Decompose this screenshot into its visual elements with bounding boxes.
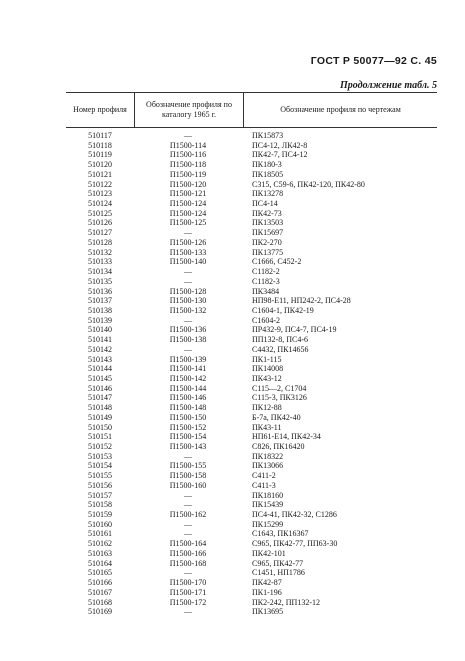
cell-catalog-designation: — [184,344,192,354]
cell-drawing-designation: ПК13278 [252,189,284,199]
cell-drawing-designation: ПК42-73 [252,208,282,218]
cell-profile-number: 510143 [88,354,112,364]
cell-profile-number: 510136 [88,286,112,296]
table-row [66,413,437,423]
cell-profile-number: 510154 [88,461,112,471]
cell-catalog-designation: П1500-172 [169,597,207,607]
cell-profile-number: 510132 [88,247,112,257]
table-row [66,199,437,209]
cell-catalog-designation: П1500-139 [169,354,207,364]
table-row [66,432,437,442]
cell-catalog-designation: П1500-144 [169,383,207,393]
cell-profile-number: 510124 [88,199,112,209]
cell-catalog-designation: — [184,529,192,539]
cell-drawing-designation: ПК42-101 [252,548,286,558]
cell-catalog-designation: П1500-146 [169,393,207,403]
cell-profile-number: 510128 [88,237,112,247]
cell-drawing-designation: С115-3, ПК3126 [252,393,307,403]
cell-catalog-designation: П1500-132 [169,305,207,315]
cell-catalog-designation: — [184,490,192,500]
cell-drawing-designation: ПК18322 [252,451,284,461]
cell-catalog-designation: П1500-126 [169,237,207,247]
cell-drawing-designation: ПК13695 [252,607,284,617]
table-row [66,442,437,452]
cell-drawing-designation: ПК1-196 [252,587,282,597]
cell-catalog-designation: — [184,315,192,325]
cell-catalog-designation: — [184,131,192,140]
cell-profile-number: 510158 [88,500,112,510]
cell-catalog-designation: — [184,519,192,529]
cell-catalog-designation: П1500-114 [169,140,207,150]
cell-drawing-designation: ПР432-9, ПС4-7, ПС4-19 [252,325,337,335]
cell-drawing-designation: С965, ПК42-77 [252,558,304,568]
table-row [66,277,437,287]
cell-drawing-designation: С1604-1, ПК42-19 [252,305,314,315]
table-row [66,607,437,617]
cell-catalog-designation: П1500-120 [169,179,207,189]
cell-profile-number: 510156 [88,480,112,490]
cell-profile-number: 510163 [88,548,112,558]
cell-drawing-designation: С1643, ПК16367 [252,529,309,539]
table-row [66,131,437,141]
table-row [66,568,437,578]
cell-catalog-designation: — [184,267,192,277]
table-row [66,335,437,345]
cell-drawing-designation: ПК12-88 [252,403,282,413]
table-row [66,141,437,151]
cell-profile-number: 510125 [88,208,112,218]
cell-catalog-designation: — [184,276,192,286]
cell-profile-number: 510159 [88,510,112,520]
cell-catalog-designation: П1500-138 [169,335,207,345]
cell-drawing-designation: ПК13503 [252,218,284,228]
cell-catalog-designation: П1500-128 [169,286,207,296]
cell-profile-number: 510155 [88,471,112,481]
cell-catalog-designation: П1500-130 [169,296,207,306]
cell-catalog-designation: П1500-141 [169,364,207,374]
cell-drawing-designation: С1604-2 [252,315,280,325]
cell-catalog-designation: П1500-118 [169,160,207,170]
table-row [66,364,437,374]
cell-drawing-designation: ПК42-87 [252,578,282,588]
cell-drawing-designation: С1451, НП1786 [252,568,305,578]
table-row [66,316,437,326]
cell-catalog-designation: П1500-133 [169,247,207,257]
page-header: ГОСТ Р 50077—92 С. 45 [310,55,437,67]
cell-catalog-designation: П1500-154 [169,432,207,442]
cell-profile-number: 510134 [88,267,112,277]
cell-drawing-designation: НП98-Е11, НП242-2, ПС4-28 [252,296,351,306]
cell-catalog-designation: — [184,228,192,238]
cell-profile-number: 510160 [88,519,112,529]
cell-drawing-designation: ПК43-11 [252,422,282,432]
table-row [66,578,437,588]
cell-drawing-designation: ПК13775 [252,247,284,257]
cell-catalog-designation: П1500-160 [169,480,207,490]
cell-drawing-designation: ПК15299 [252,519,284,529]
cell-profile-number: 510149 [88,412,112,422]
cell-profile-number: 510148 [88,403,112,413]
table-row [66,403,437,413]
column-header-catalog-1965: Обозначение профиля по каталогу 1965 г. [135,93,244,127]
cell-catalog-designation: П1500-170 [169,578,207,588]
table-row [66,218,437,228]
cell-profile-number: 510119 [88,150,112,160]
cell-drawing-designation: С965, ПК42-77, ПП63-30 [252,539,338,549]
cell-catalog-designation: П1500-125 [169,218,207,228]
cell-catalog-designation: П1500-164 [169,539,207,549]
cell-profile-number: 510126 [88,218,112,228]
cell-drawing-designation: ПК42-7, ПС4-12 [252,150,308,160]
cell-drawing-designation: С315, С59-6, ПК42-120, ПК42-80 [252,179,365,189]
cell-profile-number: 510169 [88,607,112,617]
cell-catalog-designation: П1500-166 [169,548,207,558]
cell-catalog-designation: — [184,500,192,510]
cell-drawing-designation: С826, ПК16420 [252,442,305,451]
cell-profile-number: 510150 [88,422,112,432]
cell-catalog-designation: П1500-152 [169,422,207,432]
cell-profile-number: 510121 [88,169,112,179]
cell-catalog-designation: П1500-155 [169,461,207,471]
table-row [66,520,437,530]
cell-profile-number: 510135 [88,276,112,286]
cell-catalog-designation: П1500-168 [169,558,207,568]
table-row [66,598,437,608]
profiles-table [66,92,437,617]
cell-drawing-designation: ПП132-8, ПС4-6 [252,335,308,345]
table-row [66,355,437,365]
table-row [66,170,437,180]
cell-profile-number: 510157 [88,490,112,500]
cell-catalog-designation: П1500-121 [169,189,207,199]
cell-catalog-designation: П1500-116 [169,150,207,160]
cell-drawing-designation: ПК15873 [252,131,284,140]
cell-drawing-designation: ПС4-41, ПК42-32, С1286 [252,510,337,520]
cell-profile-number: 510140 [88,325,112,335]
cell-drawing-designation: С1182-3 [252,276,280,286]
cell-profile-number: 510133 [88,257,112,267]
table-row [66,209,437,219]
cell-drawing-designation: Б-7а, ПК42-40 [252,412,301,422]
cell-drawing-designation: С411-3 [252,480,276,490]
cell-catalog-designation: — [184,607,192,617]
table-row [66,559,437,569]
table-row [66,257,437,267]
cell-catalog-designation: П1500-140 [169,257,207,267]
table-row [66,238,437,248]
table-continuation-caption: Продолжение табл. 5 [339,80,437,91]
cell-drawing-designation: С115—2, С1704 [252,383,307,393]
cell-profile-number: 510168 [88,597,112,607]
cell-profile-number: 510152 [88,442,112,451]
table-row [66,539,437,549]
cell-drawing-designation: ПК43-12 [252,373,282,383]
cell-profile-number: 510137 [88,296,112,306]
cell-drawing-designation: С4432, ПК14656 [252,344,309,354]
table-row [66,160,437,170]
cell-profile-number: 510123 [88,189,112,199]
cell-catalog-designation: — [184,568,192,578]
cell-profile-number: 510127 [88,228,112,238]
table-row [66,189,437,199]
table-row [66,423,437,433]
cell-drawing-designation: ПК15697 [252,228,284,238]
table-row [66,393,437,403]
cell-profile-number: 510166 [88,578,112,588]
cell-drawing-designation: ПК2-270 [252,237,282,247]
cell-profile-number: 510162 [88,539,112,549]
cell-catalog-designation: П1500-158 [169,471,207,481]
cell-drawing-designation: С1182-2 [252,267,280,277]
cell-catalog-designation: П1500-148 [169,403,207,413]
cell-drawing-designation: ПК18160 [252,490,284,500]
table-row [66,384,437,394]
cell-drawing-designation: ПК13066 [252,461,284,471]
table-row [66,510,437,520]
table-row [66,374,437,384]
table-row [66,588,437,598]
cell-profile-number: 510117 [88,131,112,140]
cell-profile-number: 510161 [88,529,112,539]
cell-profile-number: 510144 [88,364,112,374]
table-row [66,306,437,316]
table-row [66,228,437,238]
cell-drawing-designation: ПС4-12, ЛК42-8 [252,140,308,150]
cell-profile-number: 510147 [88,393,112,403]
cell-drawing-designation: ПК1-115 [252,354,282,364]
cell-drawing-designation: ПК15439 [252,500,284,510]
table-row [66,287,437,297]
table-row [66,461,437,471]
cell-profile-number: 510153 [88,451,112,461]
table-row [66,529,437,539]
cell-drawing-designation: ПК18505 [252,169,284,179]
table-row [66,500,437,510]
table-row [66,150,437,160]
cell-drawing-designation: ПС4-14 [252,199,278,209]
cell-drawing-designation: С1666, С452-2 [252,257,302,267]
table-row [66,180,437,190]
cell-profile-number: 510146 [88,383,112,393]
cell-drawing-designation: ПК14008 [252,364,284,374]
table-row [66,491,437,501]
cell-profile-number: 510120 [88,160,112,170]
column-header-profile-number: Номер профиля [66,93,135,127]
cell-catalog-designation: П1500-119 [169,169,207,179]
cell-catalog-designation: П1500-162 [169,510,207,520]
cell-profile-number: 510151 [88,432,112,442]
cell-drawing-designation: ПК180-3 [252,160,282,170]
cell-catalog-designation: П1500-143 [169,442,207,451]
cell-drawing-designation: ПК2-242, ПП132-12 [252,597,320,607]
table-body [66,128,437,617]
table-row [66,325,437,335]
cell-catalog-designation: П1500-171 [169,587,207,597]
cell-profile-number: 510118 [88,140,112,150]
cell-drawing-designation: НП61-Е14, ПК42-34 [252,432,321,442]
table-row [66,481,437,491]
table-row [66,549,437,559]
cell-profile-number: 510165 [88,568,112,578]
cell-drawing-designation: С411-2 [252,471,276,481]
cell-profile-number: 510167 [88,587,112,597]
cell-drawing-designation: ПК3484 [252,286,280,296]
table-row [66,267,437,277]
cell-profile-number: 510139 [88,315,112,325]
table-row [66,296,437,306]
cell-profile-number: 510138 [88,305,112,315]
cell-profile-number: 510122 [88,179,112,189]
cell-catalog-designation: П1500-142 [169,373,207,383]
table-row [66,471,437,481]
table-row [66,248,437,258]
cell-profile-number: 510141 [88,335,112,345]
column-header-drawing-designation: Обозначение профиля по чертежам [280,105,401,115]
cell-profile-number: 510164 [88,558,112,568]
table-row [66,345,437,355]
cell-catalog-designation: П1500-136 [169,325,207,335]
cell-catalog-designation: — [184,451,192,461]
table-row [66,452,437,462]
cell-catalog-designation: П1500-150 [169,412,207,422]
cell-catalog-designation: П1500-124 [169,199,207,209]
table-header [66,93,437,128]
cell-profile-number: 510145 [88,373,112,383]
cell-profile-number: 510142 [88,344,112,354]
cell-catalog-designation: П1500-124 [169,208,207,218]
